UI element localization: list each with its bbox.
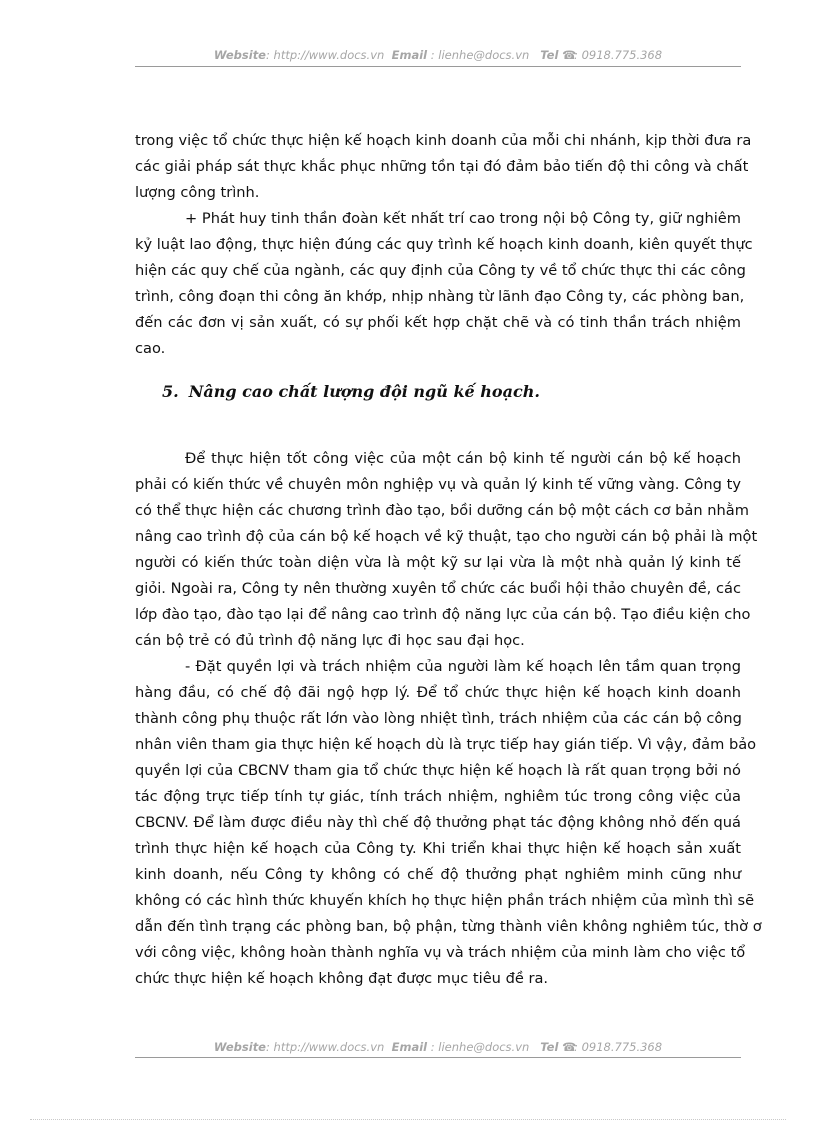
footer-email-value: : lienhe@docs.vn — [430, 1040, 530, 1054]
header-email-value: : lienhe@docs.vn — [430, 48, 530, 62]
text-line: cán bộ trẻ có đủ trình độ năng lực đi học sau đại học. — [135, 632, 525, 649]
text-line: lớp đào tạo, đào tạo lại để nâng cao trình độ năng lực của cán bộ. Tạo điều kiện cho — [135, 606, 751, 623]
page-footer — [135, 1040, 741, 1054]
page-edge-divider — [30, 1119, 786, 1120]
section-title: Nâng cao chất lượng đội ngũ kế hoạch. — [188, 382, 540, 401]
text-line: đến các đơn vị sản xuất, có sự phối kết hợp chặt chẽ và có tinh thần trách nhiệm — [135, 314, 741, 331]
footer-website-label: Website — [213, 1040, 266, 1054]
header-website-value: : http://www.docs.vn — [266, 48, 385, 62]
text-line: giỏi. Ngoài ra, Công ty nên thường xuyên tổ chức các buổi hội thảo chuyên đề, các — [135, 580, 741, 597]
text-line: CBCNV. Để làm được điều này thì chế độ thưởng phạt tác động không nhỏ đến quá — [135, 814, 741, 831]
text-line: nâng cao trình độ của cán bộ kế hoạch về kỹ thuật, tạo cho người cán bộ phải là một — [135, 528, 758, 545]
header-tel-value: : 0918.775.368 — [574, 48, 663, 62]
header-website-label: Website — [213, 48, 266, 62]
text-line: dẫn đến tình trạng các phòng ban, bộ phận, từng thành viên không nghiêm túc, thờ ơ — [135, 918, 762, 935]
text-line: quyền lợi của CBCNV tham gia tổ chức thực hiện kế hoạch là rất quan trọng bởi nó — [135, 762, 741, 779]
header-rule — [135, 66, 741, 67]
header-email-label: Email — [391, 48, 428, 62]
text-line: Để thực hiện tốt công việc của một cán bộ kinh tế người cán bộ kế hoạch — [185, 450, 741, 467]
phone-icon: ☎ — [562, 1040, 577, 1054]
text-line: trong việc tổ chức thực hiện kế hoạch kinh doanh của mỗi chi nhánh, kịp thời đưa ra — [135, 132, 752, 149]
page-header — [135, 48, 741, 62]
text-line: có thể thực hiện các chương trình đào tạo, bồi dưỡng cán bộ một cách cơ bản nhằm — [135, 502, 749, 519]
footer-website-value: : http://www.docs.vn — [266, 1040, 385, 1054]
text-line: phải có kiến thức về chuyên môn nghiệp vụ và quản lý kinh tế vững vàng. Công ty — [135, 476, 741, 493]
text-line: cao. — [135, 340, 166, 357]
text-line: hàng đầu, có chế độ đãi ngộ hợp lý. Để tổ chức thực hiện kế hoạch kinh doanh — [135, 684, 741, 701]
text-line: nhân viên tham gia thực hiện kế hoạch dù là trực tiếp hay gián tiếp. Vì vậy, đảm bảo — [135, 736, 757, 753]
text-line: trình, công đoạn thi công ăn khớp, nhịp nhàng từ lãnh đạo Công ty, các phòng ban, — [135, 288, 745, 305]
footer-tel-label: Tel — [540, 1040, 559, 1054]
text-line: kinh doanh, nếu Công ty không có chế độ thưởng phạt nghiêm minh cũng như — [135, 866, 741, 883]
paragraph-block-2 — [135, 446, 762, 992]
text-line: kỷ luật lao động, thực hiện đúng các quy trình kế hoạch kinh doanh, kiên quyết thực — [135, 236, 753, 253]
paragraph-block-1 — [135, 128, 753, 362]
footer-rule — [135, 1057, 741, 1058]
footer-tel-value: : 0918.775.368 — [574, 1040, 663, 1054]
text-line: lượng công trình. — [135, 184, 260, 201]
section-heading — [162, 382, 540, 401]
phone-icon: ☎ — [562, 48, 577, 62]
text-line: không có các hình thức khuyến khích họ thực hiện phần trách nhiệm của mình thì sẽ — [135, 892, 755, 909]
text-line: hiện các quy chế của ngành, các quy định của Công ty về tổ chức thực thi các công — [135, 262, 746, 279]
text-line: tác động trực tiếp tính tự giác, tính trách nhiệm, nghiêm túc trong công việc của — [135, 788, 741, 805]
text-line: với công việc, không hoàn thành nghĩa vụ và trách nhiệm của minh làm cho việc tổ — [135, 944, 746, 961]
text-line: thành công phụ thuộc rất lớn vào lòng nhiệt tình, trách nhiệm của các cán bộ công — [135, 710, 742, 727]
text-line: chức thực hiện kế hoạch không đạt được mục tiêu đề ra. — [135, 970, 549, 987]
text-line: + Phát huy tinh thần đoàn kết nhất trí cao trong nội bộ Công ty, giữ nghiêm — [185, 210, 741, 227]
text-line: các giải pháp sát thực khắc phục những tồn tại đó đảm bảo tiến độ thi công và chất — [135, 158, 749, 175]
footer-email-label: Email — [391, 1040, 428, 1054]
text-line: - Đặt quyền lợi và trách nhiệm của người làm kế hoạch lên tầm quan trọng — [185, 658, 741, 675]
text-line: trình thực hiện kế hoạch của Công ty. Khi triển khai thực hiện kế hoạch sản xuất — [135, 840, 741, 857]
header-tel-label: Tel — [540, 48, 559, 62]
section-number: 5. — [162, 382, 179, 401]
text-line: người có kiến thức toàn diện vừa là một kỹ sư lại vừa là một nhà quản lý kinh tế — [135, 554, 741, 571]
